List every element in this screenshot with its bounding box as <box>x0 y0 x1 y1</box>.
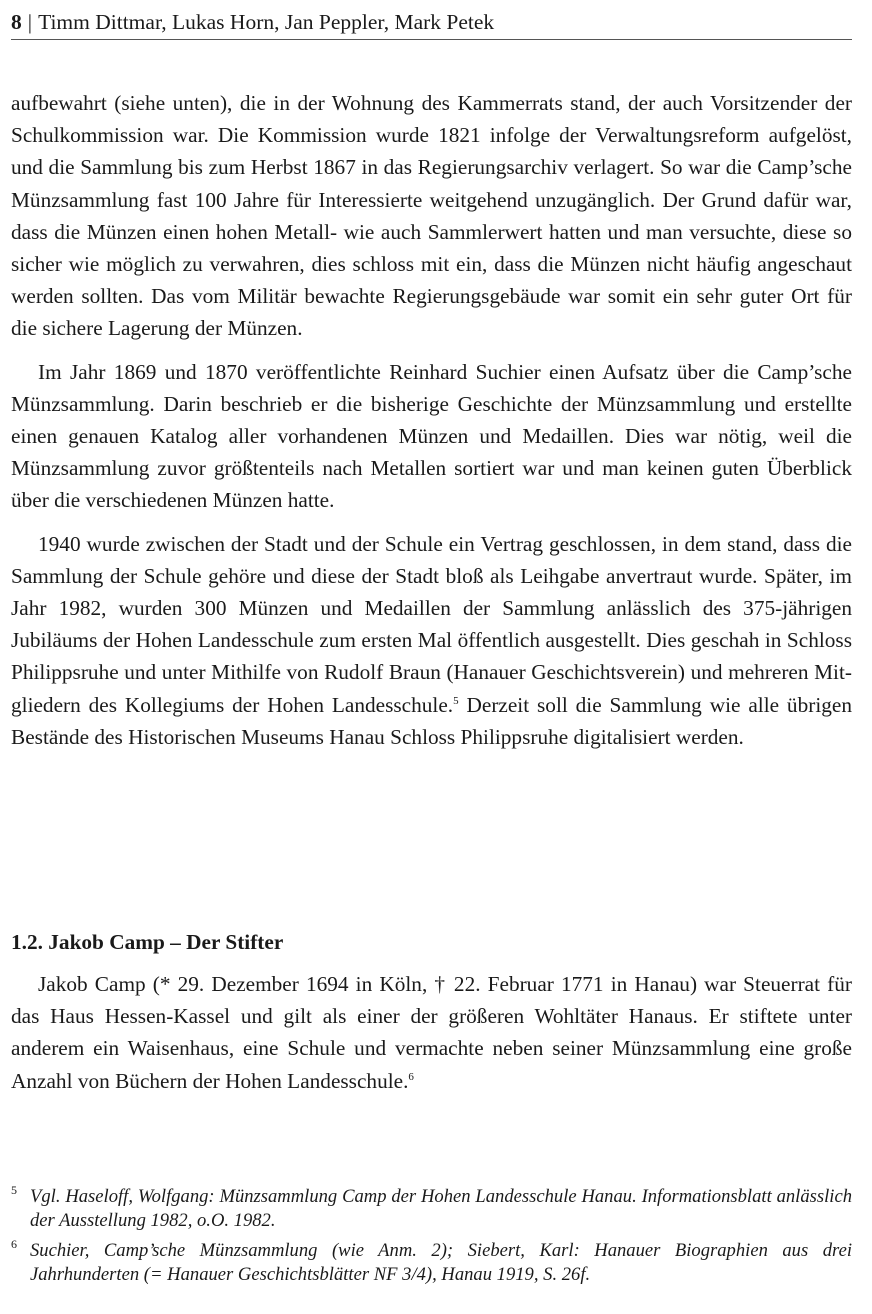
footnote-text: Suchier, Camp’sche Münzsammlung (wie Anm. 2); Siebert, Karl: Hanauer Biographien aus drei Jahrhunderten (= Hanauer Geschichtsblätter NF 3/4), Hanau 1919, S. 26f. <box>30 1240 852 1285</box>
header-rule <box>11 39 852 40</box>
footnote-mark: 5 <box>11 1183 17 1197</box>
footnote-5 <box>11 1185 852 1232</box>
footnote-ref-6[interactable]: 6 <box>408 1070 414 1083</box>
footnote-6 <box>11 1239 852 1286</box>
section-body <box>11 968 852 1097</box>
section-paragraph-text: Jakob Camp (* 29. Dezember 1694 in Köln, † 22. Februar 1771 in Hanau) war Steuerrat für das Haus Hessen-Kassel und gilt als einer der größeren Wohltäter Hanaus. Er stiftete unter anderem ein Waisenhaus, eine Schule und vermachte neben seiner Münzsammlung eine große Anzahl von Büchern der Hohen Landesschule. <box>11 972 852 1093</box>
section-heading: 1.2. Jakob Camp – Der Stifter <box>11 930 284 954</box>
section-paragraph <box>11 968 852 1097</box>
running-header <box>11 7 852 37</box>
footnotes <box>11 1185 852 1293</box>
footnote-ref-5[interactable]: 5 <box>453 694 459 707</box>
header-authors: Timm Dittmar, Lukas Horn, Jan Peppler, Mark Petek <box>38 10 495 34</box>
paragraph-1: aufbewahrt (siehe unten), die in der Wohnung des Kammerrats stand, der auch Vorsitzender der Schulkommission war. Die Kommission wurde 1821 infolge der Verwaltungsreform aufgelöst, und die Sammlung bis zum Herbst 1867 in das Regierungsarchiv verlagert. So war die Camp’sche Münzsammlung fast 100 Jahre für Interessierte weitgehend unzugänglich. Der Grund dafür war, dass die Münzen einen hohen Metall- wie auch Sammlerwert hatten und man versuchte, diese so sicher wie möglich zu verwahren, dies schloss mit ein, dass die Münzen nicht häufig angeschaut werden sollten. Das vom Militär bewachte Regierungsgebäude war somit ein sehr guter Ort für die sichere Lagerung der Münzen. <box>11 91 852 341</box>
paragraph-3 <box>11 528 852 753</box>
body-text <box>11 87 852 764</box>
paragraph-2: Im Jahr 1869 und 1870 veröffentlichte Reinhard Suchier einen Aufsatz über die Camp’sche Münzsammlung. Darin beschrieb er die bisherige Geschichte der Münzsammlung und erstellte einen genauen Katalog aller vorhandenen Münzen und Medaillen. Dies war nötig, weil die Münzsammlung zuvor größtenteils nach Metallen sortiert war und man keinen guten Überblick über die verschiedenen Münzen hatte. <box>11 359 852 513</box>
page-number: 8 <box>11 10 22 34</box>
paragraph-3-text: 1940 wurde zwischen der Stadt und der Schule ein Vertrag geschlossen, in dem stand, dass die Sammlung der Schule gehöre und diese der Stadt bloß als Leihgabe anvertraut wurde. Später, im Jahr 1982, wurden 300 Münzen und Medaillen der Sammlung anlässlich des 375-jährigen Jubiläums der Hohen Landesschule zum ersten Mal öffentlich ausgestellt. Dies geschah in Schloss Philippsruhe und unter Mithilfe von Rudolf Braun (Hanauer Geschichtsverein) und mehreren Mitgliedern des Kollegiums der Hohen Landesschule. <box>11 531 852 717</box>
header-separator: | <box>27 10 33 34</box>
footnote-mark: 6 <box>11 1237 17 1251</box>
paragraph-3-tail: Derzeit soll die Sammlung wie alle übrigen Bestände des Historischen Museums Hanau Schloss Philippsruhe digitalisiert werden. <box>11 692 852 749</box>
footnote-text: Vgl. Haseloff, Wolfgang: Münzsammlung Camp der Hohen Landesschule Hanau. Informationsblatt anlässlich der Ausstellung 1982, o.O. 1982. <box>30 1186 852 1231</box>
